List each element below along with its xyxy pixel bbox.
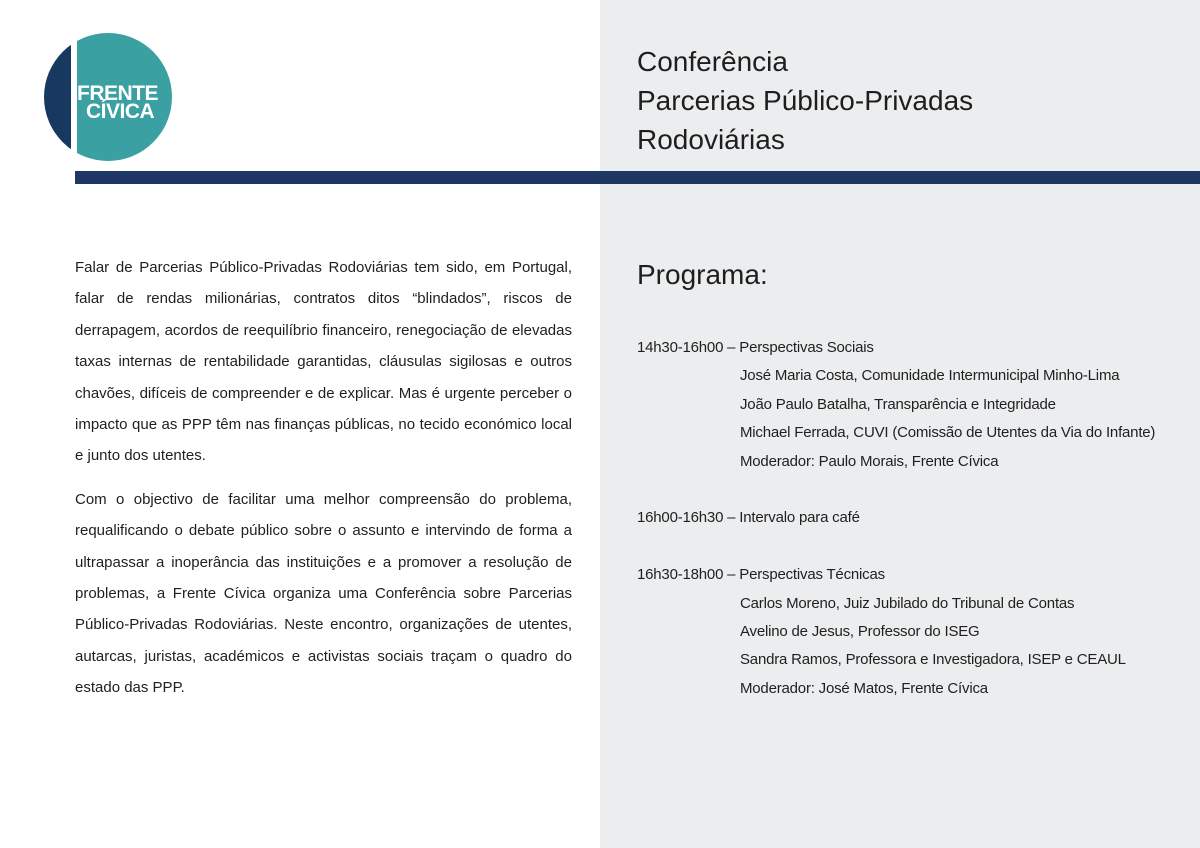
logo-navy-segment — [44, 33, 71, 161]
conference-title-line3: Rodoviárias — [637, 124, 785, 155]
session-3-moderator: Moderador: José Matos, Frente Cívica — [740, 679, 988, 697]
program-session-2 — [637, 504, 1155, 532]
intro-paragraph-2: Com o objectivo de facilitar uma melhor compreensão do problema, requalificando o debate público sobre o assunto e intervindo de forma a ultrapassar a inoperância das instituições e a promover a resolução de problemas, a Frente Cívica organiza uma Conferência sobre Parcerias Público-Privadas Rodoviárias. Neste encontro, organizações de utentes, autarcas, juristas, académicos e activistas sociais traçam o quadro do estado das PPP. — [75, 490, 572, 697]
conference-title-line2: Parcerias Público-Privadas — [637, 85, 974, 116]
program-session-3 — [637, 561, 1155, 703]
session-3-speaker-2: Avelino de Jesus, Professor do ISEG — [740, 623, 980, 641]
program-heading: Programa: — [637, 259, 768, 290]
session-3-time-title: 16h30-18h00 – Perspectivas Técnicas — [637, 566, 885, 584]
session-1-speaker-1: José Maria Costa, Comunidade Intermunicipal Minho-Lima — [740, 367, 1120, 385]
session-2-time-title: 16h00-16h30 – Intervalo para café — [637, 509, 860, 527]
program-schedule — [637, 334, 1155, 703]
logo-wordmark-line1: FRENTE — [77, 82, 158, 105]
navy-divider-rule — [75, 171, 1200, 184]
session-1-time-title: 14h30-16h00 – Perspectivas Sociais — [637, 339, 874, 356]
conference-title-line1: Conferência — [637, 46, 788, 77]
logo-wordmark — [77, 82, 158, 123]
session-3-speaker-1: Carlos Moreno, Juiz Jubilado do Tribunal de Contas — [740, 594, 1075, 612]
session-1-speaker-2: João Paulo Batalha, Transparência e Integridade — [740, 395, 1056, 413]
session-1-moderator: Moderador: Paulo Morais, Frente Cívica — [740, 452, 999, 470]
intro-paragraph-1: Falar de Parcerias Público-Privadas Rodoviárias tem sido, em Portugal, falar de rendas milionárias, contratos ditos “blindados”, riscos de derrapagem, acordos de reequilíbrio financeiro, renegociação de elevadas taxas internas de rentabilidade garantidas, cláusulas sigilosas e outros chavões, difíceis de compreender e de explicar. Mas é urgente perceber o impacto que as PPP têm nas finanças públicas, no tecido económico local e junto dos utentes. — [75, 259, 572, 465]
conference-title — [637, 42, 973, 159]
frente-civica-logo — [44, 33, 172, 161]
program-session-1 — [637, 334, 1155, 476]
intro-text — [75, 252, 572, 716]
session-1-speaker-3: Michael Ferrada, CUVI (Comissão de Utentes da Via do Infante) — [740, 424, 1156, 442]
logo-wordmark-line2: CÍVICA — [86, 100, 155, 123]
session-3-speaker-3: Sandra Ramos, Professora e Investigadora, ISEP e CEAUL — [740, 651, 1126, 669]
